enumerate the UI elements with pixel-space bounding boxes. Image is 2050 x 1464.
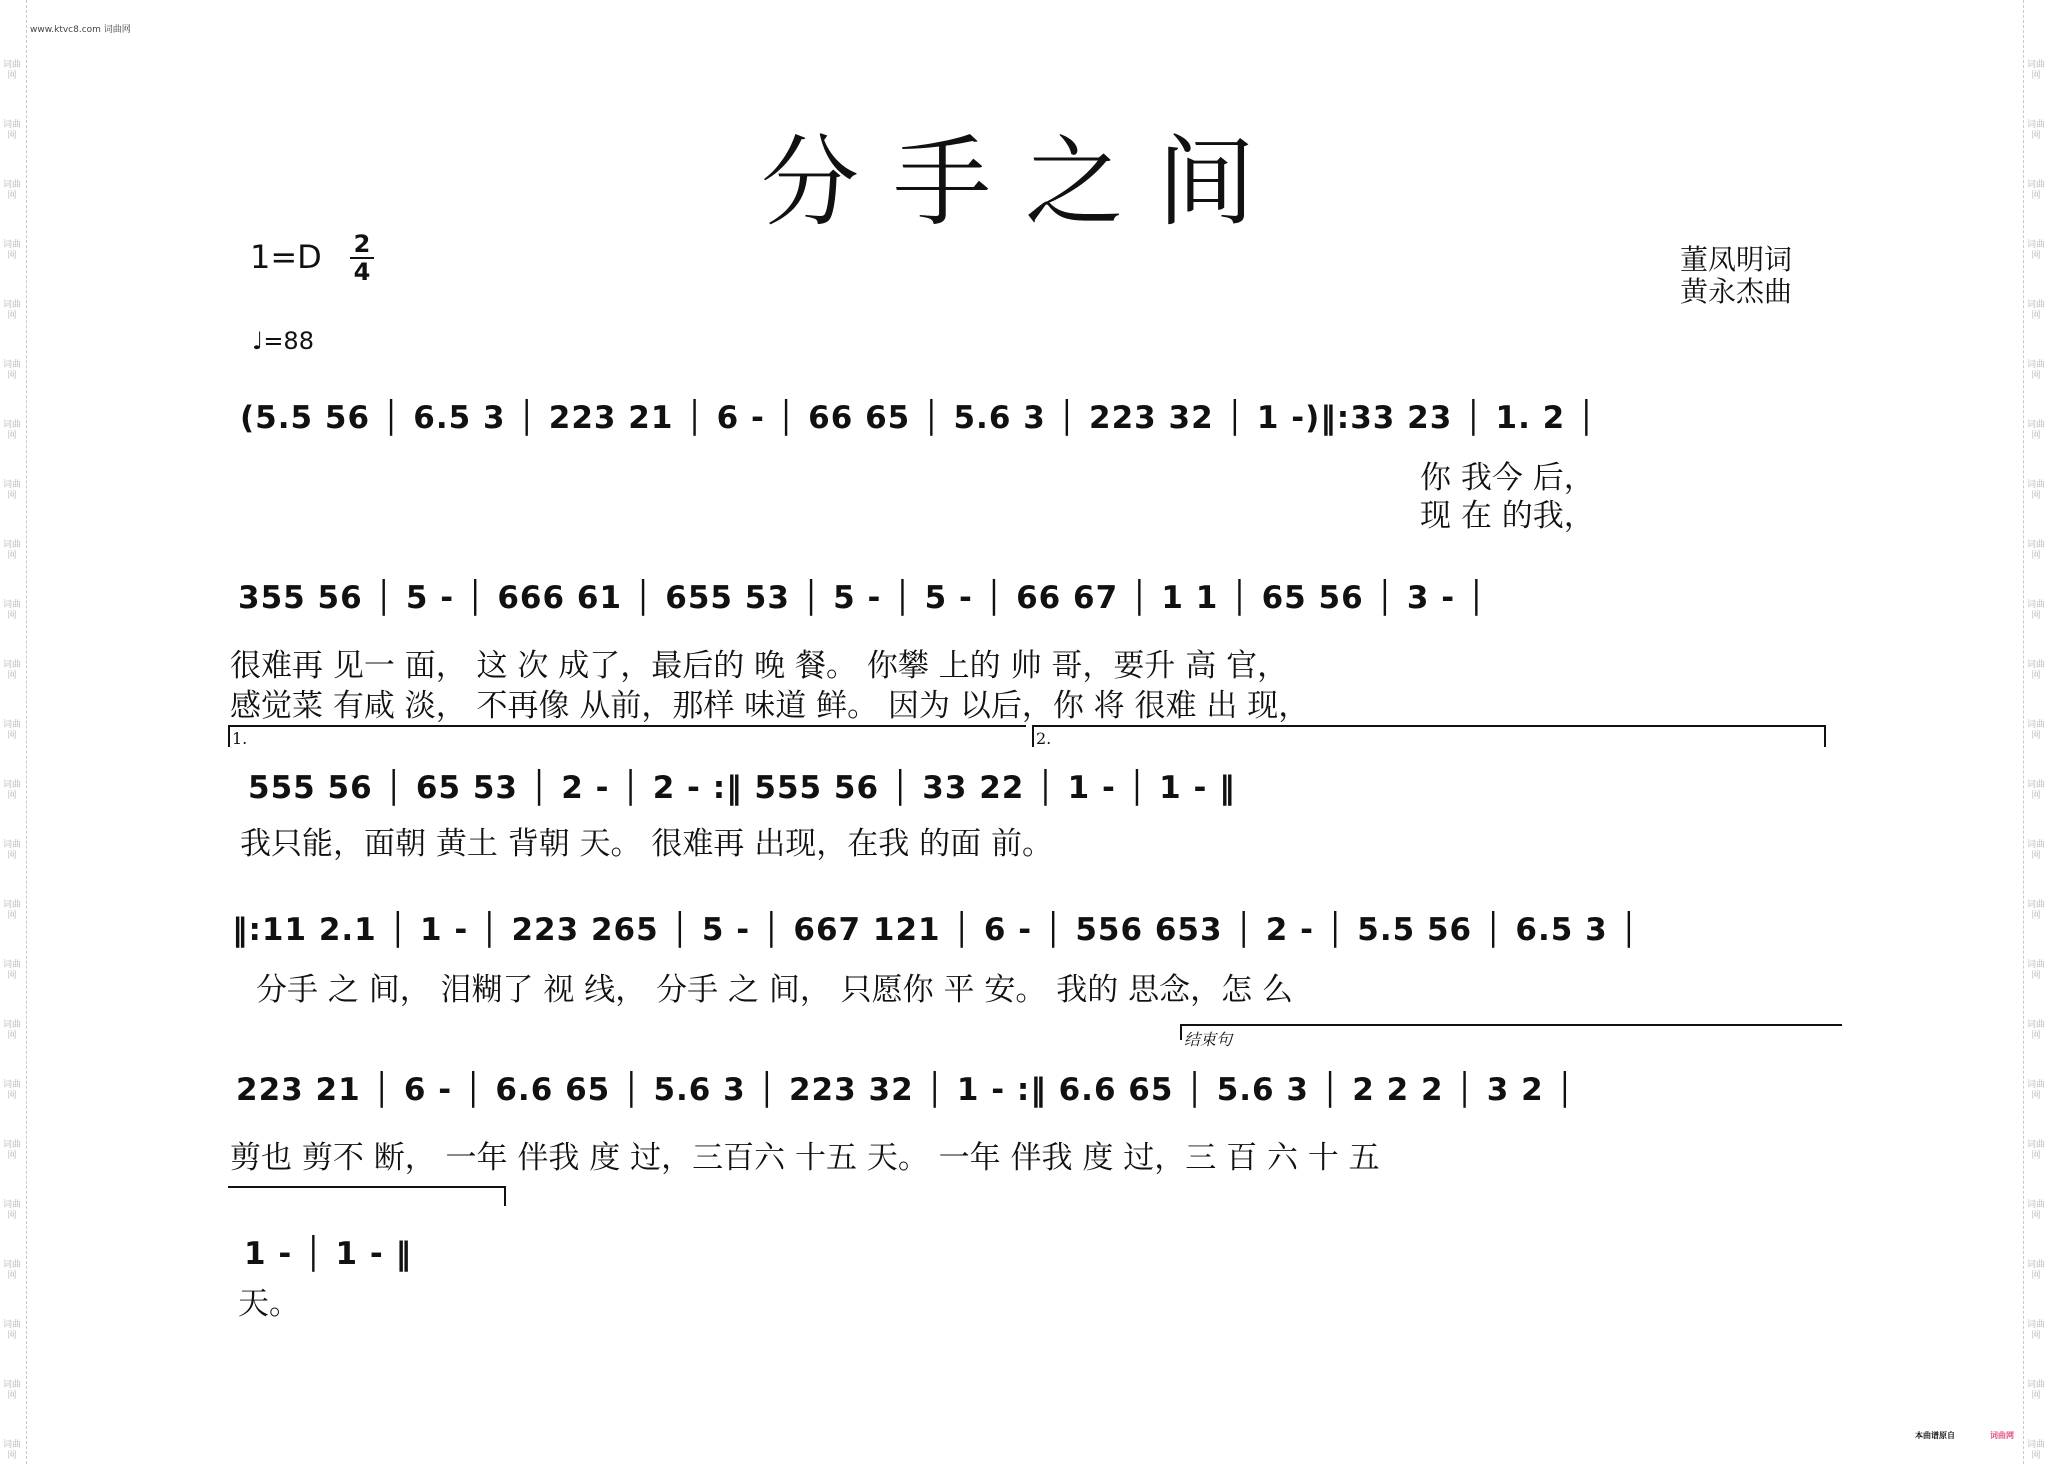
watermark-text: 词曲网 bbox=[3, 960, 22, 981]
watermark-text: 词曲网 bbox=[3, 240, 22, 261]
watermark-text: 词曲网 bbox=[2027, 120, 2046, 141]
composer-credit: 黄永杰曲 bbox=[1680, 275, 1793, 308]
lyrics-row-2-verse-2: 感觉菜 有咸 淡， 不再像 从前，那样 味道 鲜。 因为 以后，你 将 很难 出 现， bbox=[230, 688, 1310, 724]
watermark-text: 词曲网 bbox=[2027, 300, 2046, 321]
time-signature bbox=[350, 232, 374, 284]
notation-row-5: 223 21 │ 6 - │ 6.6 65 │ 5.6 3 │ 223 32 │ 1 - :‖ 6.6 65 │ 5.6 3 │ 2 2 2 │ 3 2 │ bbox=[236, 1072, 1576, 1108]
watermark-text: 词曲网 bbox=[2027, 180, 2046, 201]
watermark-text: 词曲网 bbox=[2027, 1440, 2046, 1461]
watermark-text: 词曲网 bbox=[3, 1200, 22, 1221]
volta-label-2: 2. bbox=[1036, 729, 1052, 748]
watermark-text: 词曲网 bbox=[3, 480, 22, 501]
watermark-text: 词曲网 bbox=[3, 420, 22, 441]
watermark-text: 词曲网 bbox=[3, 840, 22, 861]
footer-site-logo: 词曲网 bbox=[1990, 1431, 2014, 1440]
watermark-text: 词曲网 bbox=[3, 720, 22, 741]
lyrics-row-3: 我只能，面朝 黄土 背朝 天。 很难再 出现，在我 的面 前。 bbox=[240, 826, 1053, 862]
watermark-text: 词曲网 bbox=[3, 600, 22, 621]
credits bbox=[1680, 244, 1792, 308]
time-signature-top: 2 bbox=[353, 230, 371, 258]
watermark-text: 词曲网 bbox=[2027, 780, 2046, 801]
watermark-text: 词曲网 bbox=[3, 1140, 22, 1161]
watermark-text: 词曲网 bbox=[3, 180, 22, 201]
song-title: 分手之间 bbox=[760, 126, 1289, 240]
lyrics-row-1-verse-1: 你 我今 后， bbox=[1420, 460, 1595, 496]
notation-row-4: ‖:11 2.1 │ 1 - │ 223 265 │ 5 - │ 667 121 │ 6 - │ 556 653 │ 2 - │ 5.5 56 │ 6.5 3 │ bbox=[232, 912, 1640, 948]
volta-label-1: 1. bbox=[232, 729, 248, 748]
watermark-text: 词曲网 bbox=[2027, 1380, 2046, 1401]
watermark-text: 词曲网 bbox=[3, 120, 22, 141]
watermark-text: 词曲网 bbox=[3, 60, 22, 81]
volta-bracket-2 bbox=[1032, 725, 1826, 747]
lyrics-row-4: 分手 之 间， 泪糊了 视 线， 分手 之 间， 只愿你 平 安。 我的 思念，怎 么 bbox=[256, 972, 1293, 1008]
watermark-text: 词曲网 bbox=[3, 300, 22, 321]
watermark-text: 词曲网 bbox=[2027, 1020, 2046, 1041]
tempo-marking: ♩=88 bbox=[252, 327, 314, 355]
notation-row-2: 355 56 │ 5 - │ 666 61 │ 655 53 │ 5 - │ 5 - │ 66 67 │ 1 1 │ 65 56 │ 3 - │ bbox=[238, 580, 1487, 616]
lyrics-row-6: 天。 bbox=[238, 1286, 300, 1322]
watermark-text: 词曲网 bbox=[2027, 1320, 2046, 1341]
watermark-text: 词曲网 bbox=[2027, 1080, 2046, 1101]
site-label: www.ktvc8.com 词曲网 bbox=[30, 25, 131, 35]
notation-row-6: 1 - │ 1 - ‖ bbox=[244, 1236, 412, 1272]
footer-source-label: 本曲谱原自 bbox=[1915, 1431, 1955, 1440]
watermark-text: 词曲网 bbox=[3, 1440, 22, 1461]
time-signature-bottom: 4 bbox=[353, 258, 371, 286]
watermark-text: 词曲网 bbox=[2027, 420, 2046, 441]
watermark-text: 词曲网 bbox=[3, 540, 22, 561]
watermark-text: 词曲网 bbox=[2027, 60, 2046, 81]
watermark-text: 词曲网 bbox=[3, 1380, 22, 1401]
watermark-text: 词曲网 bbox=[2027, 360, 2046, 381]
key-signature: 1=D bbox=[250, 238, 322, 276]
watermark-text: 词曲网 bbox=[2027, 720, 2046, 741]
ending-bracket bbox=[1180, 1024, 1842, 1040]
notation-row-3: 555 56 │ 65 53 │ 2 - │ 2 - :‖ 555 56 │ 33 22 │ 1 - │ 1 - ‖ bbox=[248, 770, 1236, 806]
watermark-text: 词曲网 bbox=[3, 1320, 22, 1341]
notation-row-1: (5.5 56 │ 6.5 3 │ 223 21 │ 6 - │ 66 65 │ 5.6 3 │ 223 32 │ 1 -)‖:33 23 │ 1. 2 │ bbox=[240, 400, 1597, 436]
watermark-text: 词曲网 bbox=[3, 900, 22, 921]
watermark-text: 词曲网 bbox=[2027, 660, 2046, 681]
ending-label: 结束句 bbox=[1184, 1030, 1233, 1049]
lyrics-row-5: 剪也 剪不 断， 一年 伴我 度 过，三百六 十五 天。 一年 伴我 度 过，三 百 六 十 五 bbox=[230, 1140, 1380, 1176]
watermark-text: 词曲网 bbox=[3, 1260, 22, 1281]
watermark-text: 词曲网 bbox=[2027, 900, 2046, 921]
watermark-text: 词曲网 bbox=[3, 1020, 22, 1041]
lyrics-row-1-verse-2: 现 在 的我， bbox=[1420, 498, 1595, 534]
watermark-text: 词曲网 bbox=[3, 1080, 22, 1101]
watermark-text: 词曲网 bbox=[2027, 480, 2046, 501]
final-bracket bbox=[228, 1186, 506, 1206]
volta-bracket-1 bbox=[228, 725, 1026, 747]
watermark-text: 词曲网 bbox=[2027, 240, 2046, 261]
watermark-text: 词曲网 bbox=[3, 780, 22, 801]
watermark-text: 词曲网 bbox=[2027, 1260, 2046, 1281]
watermark-text: 词曲网 bbox=[2027, 960, 2046, 981]
watermark-text: 词曲网 bbox=[3, 660, 22, 681]
watermark-text: 词曲网 bbox=[2027, 540, 2046, 561]
watermark-text: 词曲网 bbox=[2027, 840, 2046, 861]
watermark-text: 词曲网 bbox=[3, 360, 22, 381]
watermark-text: 词曲网 bbox=[2027, 1140, 2046, 1161]
watermark-text: 词曲网 bbox=[2027, 600, 2046, 621]
watermark-text: 词曲网 bbox=[2027, 1200, 2046, 1221]
lyricist-credit: 董凤明词 bbox=[1680, 243, 1793, 276]
lyrics-row-2-verse-1: 很难再 见一 面， 这 次 成了，最后的 晚 餐。 你攀 上的 帅 哥，要升 高 官， bbox=[230, 648, 1289, 684]
